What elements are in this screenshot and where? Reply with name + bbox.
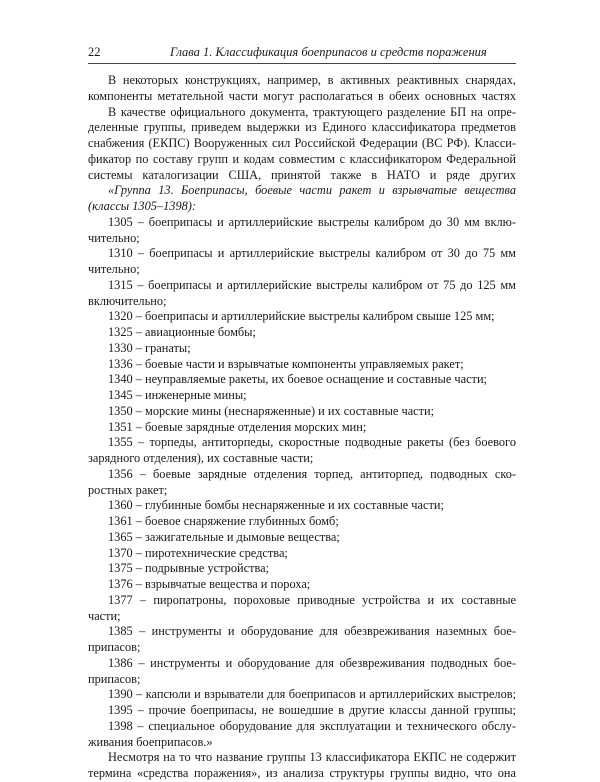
text-line: части; <box>88 608 121 623</box>
text-line: системы каталогизации США, принятой также в НАТО и ряде других <box>88 167 516 182</box>
text-line: 1330 – гранаты; <box>108 340 191 355</box>
text-line: 1385 – инструменты и оборудование для обезвреживания наземных бое- <box>108 624 516 639</box>
text-line: 1355 – торпеды, антиторпеды, скоростные подводные ракеты (без боевого <box>108 435 516 450</box>
text-line: деленные группы, приведем выдержки из Единого классификатора предметов <box>88 120 516 135</box>
text-line: (классы 1305–1398): <box>88 199 197 213</box>
text-line: 1395 – прочие боеприпасы, не вошедшие в другие классы данной группы; <box>108 703 516 717</box>
text-line: 1361 – боевое снаряжение глубинных бомб; <box>108 514 339 528</box>
text-line: 1386 – инструменты и оборудование для обезвреживания подводных бое- <box>108 655 516 670</box>
text-line: В некоторых конструкциях, например, в активных реактивных снарядах, <box>108 73 516 87</box>
text-line: «Группа 13. Боеприпасы, боевые части ракет и взрывчатые вещества <box>108 183 516 198</box>
text-line: чительно; <box>88 230 140 245</box>
text-line: 1320 – боеприпасы и артиллерийские выстрелы калибром свыше 125 мм; <box>108 309 495 324</box>
text-line: 1345 – инженерные мины; <box>108 388 247 402</box>
text-line: зарядного отделения), их составные части; <box>88 451 314 465</box>
running-title: Глава 1. Классификация боеприпасов и средств поражения <box>170 45 487 59</box>
text-line: снабжения (ЕКПС) Вооруженных сил Российской Федерации (ВС РФ). Класси- <box>88 136 516 150</box>
text-line: 1340 – неуправляемые ракеты, их боевое оснащение и составные части; <box>108 372 487 387</box>
text-line: 1376 – взрывчатые вещества и пороха; <box>108 577 311 591</box>
text-line: 1360 – глубинные бомбы неснаряженные и их составные части; <box>108 498 444 513</box>
text-line: припасов; <box>88 671 141 686</box>
text-line: 1365 – зажигательные и дымовые вещества; <box>108 529 340 544</box>
text-line: 1336 – боевые части и взрывчатые компоненты управляемых ракет; <box>108 356 464 371</box>
text-line: фикатор по составу групп и кодам совместим с классификатором Федеральной <box>88 151 516 166</box>
text-line: живания боеприпасов.» <box>88 734 213 749</box>
text-line: 1325 – авиационные бомбы; <box>108 325 256 339</box>
text-line: термина «средства поражения», из анализа структуры группы видно, что она <box>88 766 516 780</box>
text-line: 1350 – морские мины (неснаряженные) и их составные части; <box>108 403 435 418</box>
text-line: компоненты метательной части могут располагаться в обеих основных частях <box>88 88 516 103</box>
text-line: 1390 – капсюли и взрыватели для боеприпасов и артиллерийских выстрелов; <box>108 687 516 702</box>
text-line: ростных ракет; <box>88 482 168 497</box>
text-line: 1375 – подрывные устройства; <box>108 561 270 576</box>
text-line: чительно; <box>88 262 140 276</box>
text-line: 1315 – боеприпасы и артиллерийские выстрелы калибром от 75 до 125 мм <box>108 277 516 292</box>
text-line: 1398 – специальное оборудование для эксплуатации и технического обслу- <box>108 718 516 733</box>
text-line: 1310 – боеприпасы и артиллерийские выстрелы калибром от 30 до 75 мм <box>108 246 516 261</box>
text-line: 1351 – боевые зарядные отделения морских мин; <box>108 419 367 434</box>
text-line: Несмотря на то что название группы 13 классификатора ЕКПС не содержит <box>108 750 516 765</box>
text-line: включительно; <box>88 293 167 308</box>
text-line: В качестве официального документа, трактующего разделение БП на опре- <box>108 104 516 119</box>
body-text <box>88 73 516 782</box>
text-line: припасов; <box>88 640 141 654</box>
page-number: 22 <box>88 45 101 59</box>
text-line: 1370 – пиротехнические средства; <box>108 545 288 560</box>
text-line: 1305 – боеприпасы и артиллерийские выстрелы калибром до 30 мм вклю- <box>108 214 516 229</box>
text-line: 1356 – боевые зарядные отделения торпед, антиторпед, подводных ско- <box>108 466 516 481</box>
header-rule <box>88 63 516 64</box>
text-line: 1377 – пиропатроны, пороховые приводные устройства и их составные <box>108 592 516 607</box>
